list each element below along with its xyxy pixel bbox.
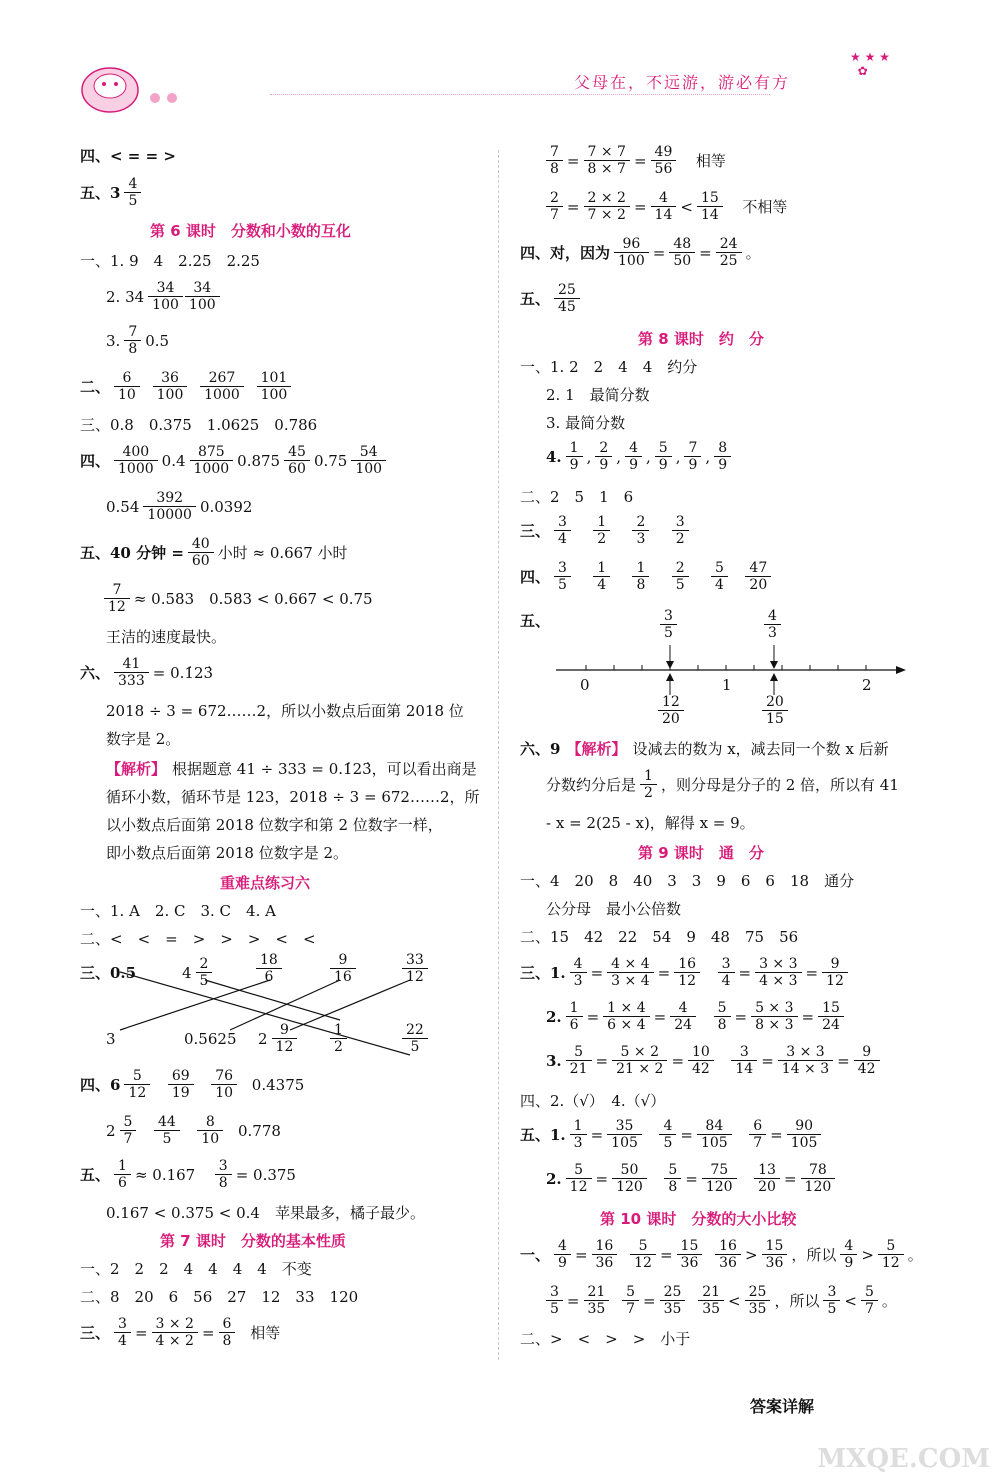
answer-row: 一、4 20 8 40 3 3 9 6 6 18 通分 [520, 872, 855, 890]
fraction: $\frac{4}{3}$ [766, 608, 779, 641]
answer-row: 五、1. $\frac{1}{3}$ = $\frac{35}{105}$ $\frac{4}{5}$ = $\frac{84}{105}$ $\frac{6}{7}$ = $\frac{90}{105}$ [520, 1118, 819, 1151]
fraction: $\frac{16}{12}$ [676, 956, 698, 989]
answer-row: 四、6 $\frac{5}{12}$ $\frac{69}{19}$ $\frac{76}{10}$ 0.4375 [80, 1068, 305, 1101]
answer-row: $\frac{3}{5}$ = $\frac{21}{35}$ $\frac{5}{7}$ = $\frac{25}{35}$ $\frac{21}{35}$ < $\frac{25}{35}$ ，所以 $\frac{3}{5}$ < $\frac{5}{7}$ 。 [548, 1284, 897, 1317]
fraction: $\frac{4}{9}$ [556, 1238, 569, 1271]
answer-row: 三、 $\frac{3}{4}$ $\frac{1}{2}$ $\frac{2}{3}$ $\frac{3}{2}$ [520, 514, 687, 547]
answer-row: 五、3 $\frac{4}{5}$ [80, 176, 139, 209]
answer-row: 二、8 20 6 56 27 12 33 120 [80, 1288, 359, 1306]
answer-row: $\frac{7}{8}$ = $\frac{7 \times 7}{8 \times 7}$ = $\frac{49}{56}$ 相等 [548, 144, 726, 177]
fraction: $\frac{75}{120}$ [704, 1162, 735, 1195]
answer-row: 2. 1 最简分数 [546, 386, 650, 404]
fraction: $\frac{8}{9}$ [716, 440, 729, 473]
answer-row: 三、0.5 [80, 964, 137, 982]
fraction: $\frac{1}{3}$ [572, 1118, 585, 1151]
fraction: $\frac{21}{35}$ [700, 1284, 722, 1317]
fraction: $\frac{5}{4}$ [713, 560, 726, 593]
fraction: $\frac{5}{12}$ [880, 1238, 902, 1271]
answer-row: 三、1. $\frac{4}{3}$ = $\frac{4 \times 4}{3 \times 4}$ = $\frac{16}{12}$ $\frac{3}{4}$ = $\frac{3 \times 3}{4 \times 3}$ = $\frac{9}{12}$ [520, 956, 846, 989]
fraction: $\frac{69}{19}$ [170, 1068, 192, 1101]
fraction: $\frac{7}{8}$ [126, 324, 139, 357]
answer-row: 一、1. 9 4 2.25 2.25 [80, 252, 260, 270]
fraction: $\frac{7 \times 7}{8 \times 7}$ [586, 144, 628, 177]
answer-row: 数字是 2。 [106, 730, 181, 748]
answer-row: - x = 2(25 - x)，解得 x = 9。 [546, 814, 755, 832]
section-title: 第 6 课时 分数和小数的互化 [150, 222, 351, 240]
match-item [332, 952, 354, 985]
answer-row: 五、40 分钟 = $\frac{40}{60}$ 小时 ≈ 0.667 小时 [80, 536, 348, 569]
fraction: $\frac{3}{5}$ [548, 1284, 561, 1317]
answer-row: 2. $\frac{5}{12}$ = $\frac{50}{120}$ $\frac{5}{8}$ = $\frac{75}{120}$ $\frac{13}{20}$ = $\frac{78}{120}$ [546, 1162, 833, 1195]
fraction: $\frac{3}{2}$ [674, 514, 687, 547]
fraction: $\frac{20}{15}$ [764, 694, 786, 727]
fraction: $\frac{2}{5}$ [674, 560, 687, 593]
fraction: $\frac{5}{21}$ [568, 1044, 590, 1077]
fraction: $\frac{9}{42}$ [856, 1044, 878, 1077]
answer-row: 二、< < = > > > < < [80, 930, 316, 948]
star-icon: ★ ★ ★ ✿ [850, 50, 890, 78]
column-divider [498, 150, 499, 1360]
fraction: $\frac{3 \times 3}{14 \times 3}$ [780, 1044, 831, 1077]
fraction: $\frac{3}{5}$ [825, 1284, 838, 1317]
analysis-row: 循环小数，循环节是 123，2018 ÷ 3 = 672……2，所 [106, 788, 480, 806]
answer-row: 三、0.8 0.375 1.0625 0.786 [80, 416, 318, 434]
fraction: $\frac{10}{42}$ [690, 1044, 712, 1077]
fraction: $\frac{3 \times 3}{4 \times 3}$ [757, 956, 799, 989]
fraction: $\frac{84}{105}$ [699, 1118, 730, 1151]
answer-row: 二、15 42 22 54 9 48 75 56 [520, 928, 799, 946]
numberline-tick-label: 0 [580, 676, 590, 694]
answer-row: 四、对，因为 $\frac{96}{100}$ = $\frac{48}{50}$ = $\frac{24}{25}$ 。 [520, 236, 761, 269]
fraction: $\frac{36}{100}$ [155, 370, 186, 403]
fraction: $\frac{6}{8}$ [221, 1316, 234, 1349]
fraction: $\frac{6}{7}$ [751, 1118, 764, 1151]
fraction: $\frac{15}{36}$ [764, 1238, 786, 1271]
fraction: $\frac{5 \times 3}{8 \times 3}$ [753, 1000, 795, 1033]
answer-row: 0.54 $\frac{392}{10000}$ 0.0392 [106, 490, 253, 523]
fraction: $\frac{3}{4}$ [720, 956, 733, 989]
fraction: $\frac{4}{24}$ [672, 1000, 694, 1033]
match-item: 2 $\frac{9}{12}$ [258, 1022, 295, 1055]
fraction: $\frac{15}{14}$ [699, 190, 721, 223]
fraction: $\frac{4 \times 4}{3 \times 4}$ [609, 956, 651, 989]
fraction: $\frac{47}{20}$ [747, 560, 769, 593]
answer-row: 五、 $\frac{25}{45}$ [520, 282, 578, 315]
fraction: $\frac{5}{7}$ [863, 1284, 876, 1317]
fraction: $\frac{5}{7}$ [122, 1114, 135, 1147]
fraction: $\frac{4}{5}$ [126, 176, 139, 209]
fraction: $\frac{40}{60}$ [190, 536, 212, 569]
fraction: $\frac{8}{10}$ [199, 1114, 221, 1147]
fraction: $\frac{1 \times 4}{6 \times 4}$ [605, 1000, 647, 1033]
answer-row: 四、< = = > [80, 147, 176, 165]
fraction: $\frac{5}{12}$ [126, 1068, 148, 1101]
footer-label: 答案详解 [750, 1397, 815, 1416]
numberline-tick-label: 2 [862, 676, 872, 694]
fraction: $\frac{3}{8}$ [217, 1158, 230, 1191]
numberline-label [766, 608, 779, 641]
fraction: $\frac{16}{36}$ [717, 1238, 739, 1271]
fraction: $\frac{5}{12}$ [632, 1238, 654, 1271]
section-title: 第 8 课时 约 分 [638, 330, 764, 348]
fraction: $\frac{2}{9}$ [597, 440, 610, 473]
section-title: 重难点练习六 [220, 874, 311, 892]
answer-row: 一、1. 2 2 4 4 约分 [520, 358, 698, 376]
answer-row: 四、 $\frac{400}{1000}$ 0.4 $\frac{875}{1000}$ 0.875 $\frac{45}{60}$ 0.75 $\frac{54}{100}$ [80, 444, 384, 477]
answer-row: 王洁的速度最快。 [106, 628, 227, 646]
fraction: $\frac{7}{12}$ [106, 582, 128, 615]
header-motto: 父母在，不远游，游必有方 [573, 73, 790, 92]
fraction: $\frac{5}{8}$ [666, 1162, 679, 1195]
fraction: $\frac{101}{100}$ [259, 370, 290, 403]
fraction: $\frac{44}{5}$ [156, 1114, 178, 1147]
fraction: $\frac{267}{1000}$ [202, 370, 242, 403]
fraction: $\frac{4}{9}$ [842, 1238, 855, 1271]
fraction: $\frac{1}{8}$ [634, 560, 647, 593]
fraction: $\frac{25}{35}$ [747, 1284, 769, 1317]
header-divider [270, 94, 770, 95]
answer-row: 3. $\frac{7}{8}$ 0.5 [106, 324, 170, 357]
analysis-row: 以小数点后面第 2018 位数字和第 2 位数字一样， [106, 816, 443, 834]
match-item [404, 952, 426, 985]
fraction: $\frac{25}{45}$ [556, 282, 578, 315]
fraction: $\frac{5}{12}$ [568, 1162, 590, 1195]
page-header [70, 50, 930, 120]
fraction: $\frac{1}{6}$ [116, 1158, 129, 1191]
fraction: $\frac{3}{4}$ [116, 1316, 129, 1349]
match-item: 0.5625 [184, 1030, 237, 1048]
fraction: $\frac{15}{24}$ [820, 1000, 842, 1033]
fraction: $\frac{5}{8}$ [716, 1000, 729, 1033]
answer-row: 3. 最简分数 [546, 414, 626, 432]
answer-row: $\frac{2}{7}$ = $\frac{2 \times 2}{7 \times 2}$ = $\frac{4}{14}$ < $\frac{15}{14}$ 不相等 [548, 190, 787, 223]
fraction: $\frac{875}{1000}$ [192, 444, 232, 477]
fraction: $\frac{5}{7}$ [624, 1284, 637, 1317]
answer-row: 五、 $\frac{1}{6}$ ≈ 0.167 $\frac{3}{8}$ = 0.375 [80, 1158, 296, 1191]
fraction: $\frac{34}{100}$ [187, 280, 218, 313]
fraction: $\frac{1}{2}$ [642, 768, 655, 801]
fraction: $\frac{9}{16}$ [332, 952, 354, 985]
fraction: $\frac{2}{7}$ [548, 190, 561, 223]
fraction: $\frac{33}{12}$ [404, 952, 426, 985]
match-item [258, 952, 280, 985]
fraction: $\frac{3}{4}$ [556, 514, 569, 547]
answer-row: 4. $\frac{1}{9}$ , $\frac{2}{9}$ , $\frac{4}{9}$ , $\frac{5}{9}$ , $\frac{7}{9}$ , $\frac{8}{9}$ [546, 440, 729, 473]
answer-row: 六、 $\frac{41}{333}$ = 0.1̇23̇ [80, 656, 214, 689]
fraction: $\frac{50}{120}$ [614, 1162, 645, 1195]
fraction: $\frac{76}{10}$ [213, 1068, 235, 1101]
fraction: $\frac{4}{9}$ [627, 440, 640, 473]
fraction: $\frac{21}{35}$ [586, 1284, 608, 1317]
match-item [404, 1022, 426, 1055]
answer-row: 3. $\frac{5}{21}$ = $\frac{5 \times 2}{21 \times 2}$ = $\frac{10}{42}$ $\frac{3}{14}$ = $\frac{3 \times 3}{14 \times 3}$ = $\frac{9}{42}$ [546, 1044, 878, 1077]
answer-row: $\frac{7}{12}$ ≈ 0.583 0.583 < 0.667 < 0.75 [106, 582, 373, 615]
fraction: $\frac{34}{100}$ [150, 280, 181, 313]
match-item [332, 1022, 345, 1055]
cartoon-logo-icon [70, 50, 190, 120]
numberline-label [662, 608, 675, 641]
fraction: $\frac{4}{3}$ [572, 956, 585, 989]
section-title: 第 7 课时 分数的基本性质 [160, 1232, 346, 1250]
answer-row: 二、 $\frac{6}{10}$ $\frac{36}{100}$ $\frac{267}{1000}$ $\frac{101}{100}$ [80, 370, 289, 403]
answer-row: 2. 34 $\frac{34}{100}$ $\frac{34}{100}$ [106, 280, 218, 313]
numberline-label [764, 694, 786, 727]
fraction: $\frac{1}{2}$ [332, 1022, 345, 1055]
fraction: $\frac{18}{6}$ [258, 952, 280, 985]
answer-row: 四、 $\frac{3}{5}$ $\frac{1}{4}$ $\frac{1}{8}$ $\frac{2}{5}$ $\frac{5}{4}$ $\frac{47}{20}$ [520, 560, 769, 593]
fraction: $\frac{4}{5}$ [661, 1118, 674, 1151]
watermark: MXQE.COM [817, 1444, 990, 1474]
answer-row: 二、> < > > 小于 [520, 1330, 691, 1348]
fraction: $\frac{3 \times 2}{4 \times 2}$ [154, 1316, 196, 1349]
fraction: $\frac{96}{100}$ [616, 236, 647, 269]
section-title: 第 9 课时 通 分 [638, 844, 764, 862]
answer-row: 0.167 < 0.375 < 0.4 苹果最多，橘子最少。 [106, 1204, 425, 1222]
fraction: $\frac{7}{8}$ [548, 144, 561, 177]
answer-row: 一、1. A 2. C 3. C 4. A [80, 902, 276, 920]
fraction: $\frac{3}{5}$ [556, 560, 569, 593]
fraction: $\frac{22}{5}$ [404, 1022, 426, 1055]
fraction: $\frac{90}{105}$ [789, 1118, 820, 1151]
section-title: 第 10 课时 分数的大小比较 [600, 1210, 797, 1228]
numberline-tick-label: 1 [722, 676, 732, 694]
fraction: $\frac{400}{1000}$ [116, 444, 156, 477]
fraction: $\frac{9}{12}$ [274, 1022, 296, 1055]
fraction: $\frac{15}{36}$ [679, 1238, 701, 1271]
answer-row: 一、 $\frac{4}{9}$ = $\frac{16}{36}$ $\frac{5}{12}$ = $\frac{15}{36}$ $\frac{16}{36}$ > $\frac{15}{36}$ ，所以 $\frac{4}{9}$ > $\frac{5}{12}$ 。 [520, 1238, 923, 1271]
fraction: $\frac{1}{9}$ [568, 440, 581, 473]
fraction: $\frac{24}{25}$ [718, 236, 740, 269]
fraction: $\frac{3}{14}$ [733, 1044, 755, 1077]
analysis-row: 【解析】 根据题意 41 ÷ 333 = 0.1̇23̇，可以看出商是 [106, 760, 477, 778]
fraction: $\frac{5 \times 2}{21 \times 2}$ [614, 1044, 665, 1077]
fraction: $\frac{9}{12}$ [824, 956, 846, 989]
fraction: $\frac{54}{100}$ [353, 444, 384, 477]
fraction: $\frac{41}{333}$ [116, 656, 147, 689]
answer-row: 三、 $\frac{3}{4}$ = $\frac{3 \times 2}{4 \times 2}$ = $\frac{6}{8}$ 相等 [80, 1316, 281, 1349]
answer-row: 2018 ÷ 3 = 672……2，所以小数点后面第 2018 位 [106, 702, 464, 720]
fraction: $\frac{5}{9}$ [657, 440, 670, 473]
match-item: 3 [106, 1030, 116, 1048]
fraction: $\frac{1}{6}$ [568, 1000, 581, 1033]
fraction: $\frac{1}{4}$ [595, 560, 608, 593]
answer-row: 四、2.（√） 4.（√） [520, 1092, 666, 1110]
fraction: $\frac{78}{120}$ [803, 1162, 834, 1195]
analysis-row: 即小数点后面第 2018 位数字是 2。 [106, 844, 349, 862]
numberline-label [660, 694, 682, 727]
fraction: $\frac{45}{60}$ [286, 444, 308, 477]
fraction: $\frac{35}{105}$ [609, 1118, 640, 1151]
answer-row: 2 $\frac{5}{7}$ $\frac{44}{5}$ $\frac{8}{10}$ 0.778 [106, 1114, 281, 1147]
fraction: $\frac{49}{56}$ [653, 144, 675, 177]
fraction: $\frac{6}{10}$ [116, 370, 138, 403]
fraction: $\frac{7}{9}$ [686, 440, 699, 473]
fraction: $\frac{1}{2}$ [595, 514, 608, 547]
match-item: 4 $\frac{2}{5}$ [182, 956, 210, 989]
fraction: $\frac{12}{20}$ [660, 694, 682, 727]
fraction: $\frac{2}{3}$ [634, 514, 647, 547]
answer-row: 二、2 5 1 6 [520, 488, 634, 506]
answer-row: 2. $\frac{1}{6}$ = $\frac{1 \times 4}{6 \times 4}$ = $\frac{4}{24}$ $\frac{5}{8}$ = $\frac{5 \times 3}{8 \times 3}$ = $\frac{15}{24}$ [546, 1000, 842, 1033]
fraction: $\frac{16}{36}$ [594, 1238, 616, 1271]
fraction: $\frac{25}{35}$ [662, 1284, 684, 1317]
fraction: $\frac{392}{10000}$ [145, 490, 194, 523]
answer-row: 公分母 最小公倍数 [546, 900, 682, 918]
answer-row: 五、 [520, 612, 551, 630]
answer-row: 六、9 【解析】 设减去的数为 x，减去同一个数 x 后新 [520, 740, 889, 758]
fraction: $\frac{13}{20}$ [756, 1162, 778, 1195]
answer-row: 分数约分后是 $\frac{1}{2}$ ，则分母是分子的 2 倍，所以有 41 [546, 768, 899, 801]
fraction: $\frac{2 \times 2}{7 \times 2}$ [586, 190, 628, 223]
fraction: $\frac{4}{14}$ [653, 190, 675, 223]
fraction: $\frac{3}{5}$ [662, 608, 675, 641]
fraction: $\frac{48}{50}$ [671, 236, 693, 269]
fraction: $\frac{2}{5}$ [198, 956, 211, 989]
answer-row: 一、2 2 2 4 4 4 4 不变 [80, 1260, 312, 1278]
